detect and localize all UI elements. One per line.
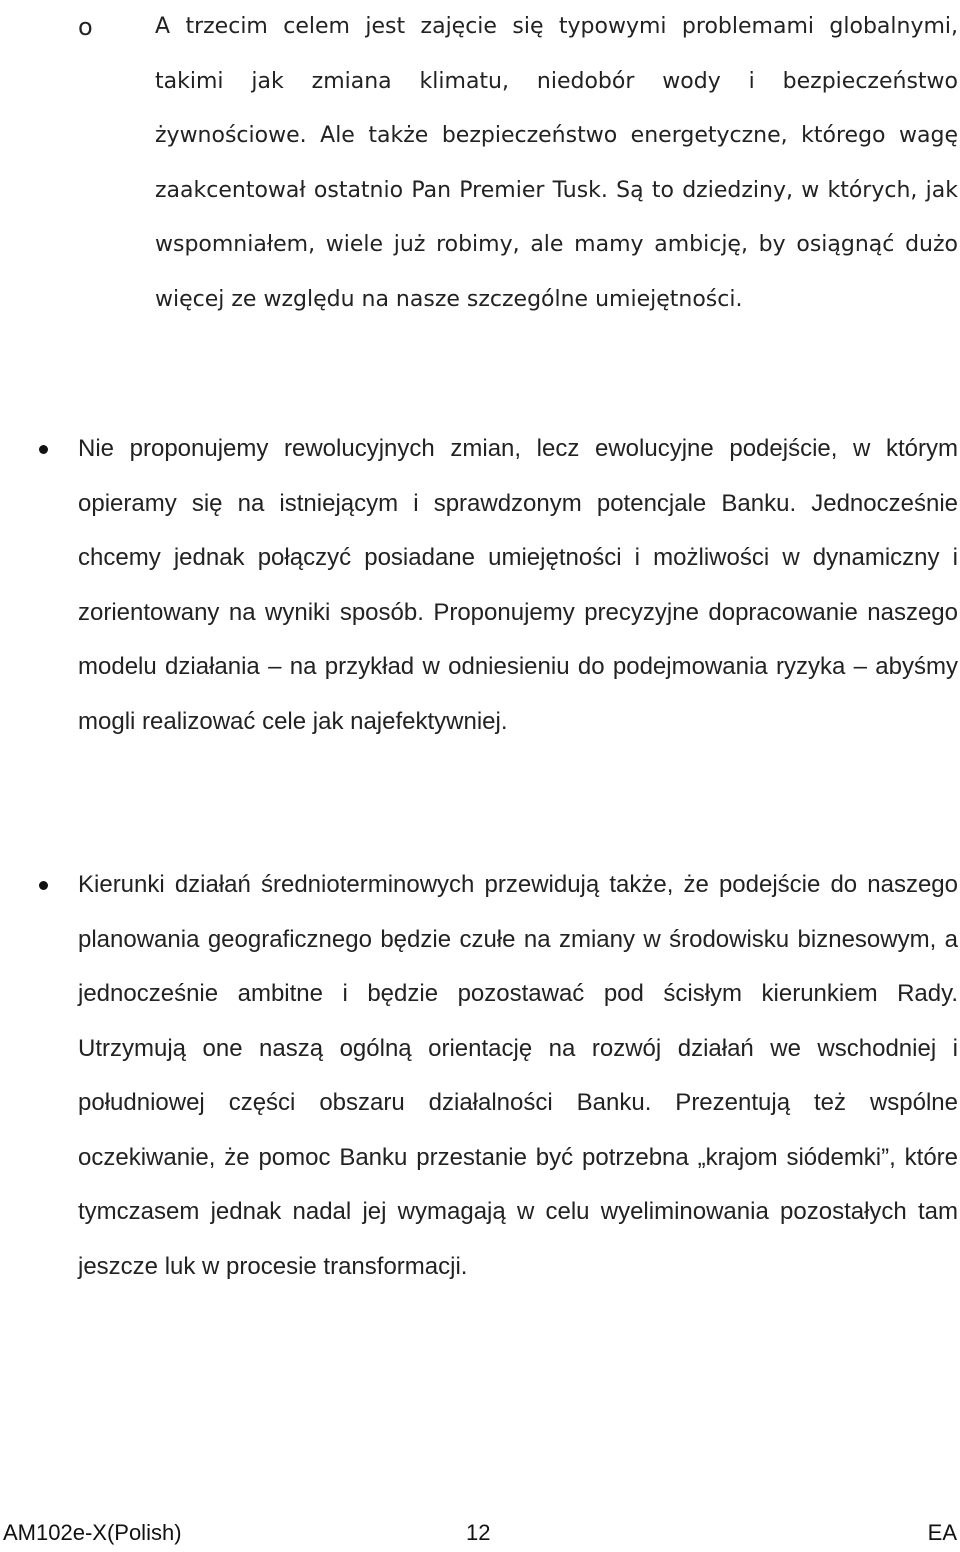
bullet-list-item [0, 422, 958, 749]
bullet-dot-icon [39, 445, 48, 454]
paragraph-text: A trzecim celem jest zajęcie się typowymi problemami globalnymi, takimi jak zmiana klimatu, niedobór wody i bezpieczeństwo żywnościowe. Ale także bezpieczeństwo energetyczne, którego wagę zaakcentował ostatnio Pan Premier Tusk. Są to dziedziny, w których, jak wspomniałem, wiele już robimy, ale mamy ambicję, by osiągnąć dużo więcej ze względu na nasze szczególne umiejętności. [155, 14, 958, 312]
paragraph-text: Nie proponujemy rewolucyjnych zmian, lecz ewolucyjne podejście, w którym opieramy się na istniejącym i sprawdzonym potencjale Banku. Jednocześnie chcemy jednak połączyć posiadane umiejętności i możliwości w dynamiczny i zorientowany na wyniki sposób. Proponujemy precyzyjne dopracowanie naszego modelu działania – na przykład w odniesieniu do podejmowania ryzyka – abyśmy mogli realizować cele jak najefektywniej. [78, 435, 958, 735]
paragraph-text: Kierunki działań średnioterminowych przewidują także, że podejście do naszego planowania geograficznego będzie czułe na zmiany w środowisku biznesowym, a jednocześnie ambitne i będzie pozostawać pod ścisłym kierunkiem Rady. Utrzymują one naszą ogólną orientację na rozwój działań we wschodniej i południowej części obszaru działalności Banku. Prezentują też wspólne oczekiwanie, że pomoc Banku przestanie być potrzebna „krajom siódemki”, które tymczasem jednak nadal jej wymagają w celu wyeliminowania pozostałych tam jeszcze luk w procesie transformacji. [78, 871, 958, 1280]
sub-list-item [78, 0, 958, 327]
page-number: 12 [466, 1520, 491, 1545]
language-code: EA [927, 1520, 957, 1545]
page-footer [0, 1520, 960, 1552]
document-code: AM102e-X(Polish) [3, 1520, 182, 1545]
bullet-dot-icon [39, 881, 48, 890]
circle-bullet-marker: o [78, 13, 93, 41]
bullet-list-item [0, 858, 958, 1294]
